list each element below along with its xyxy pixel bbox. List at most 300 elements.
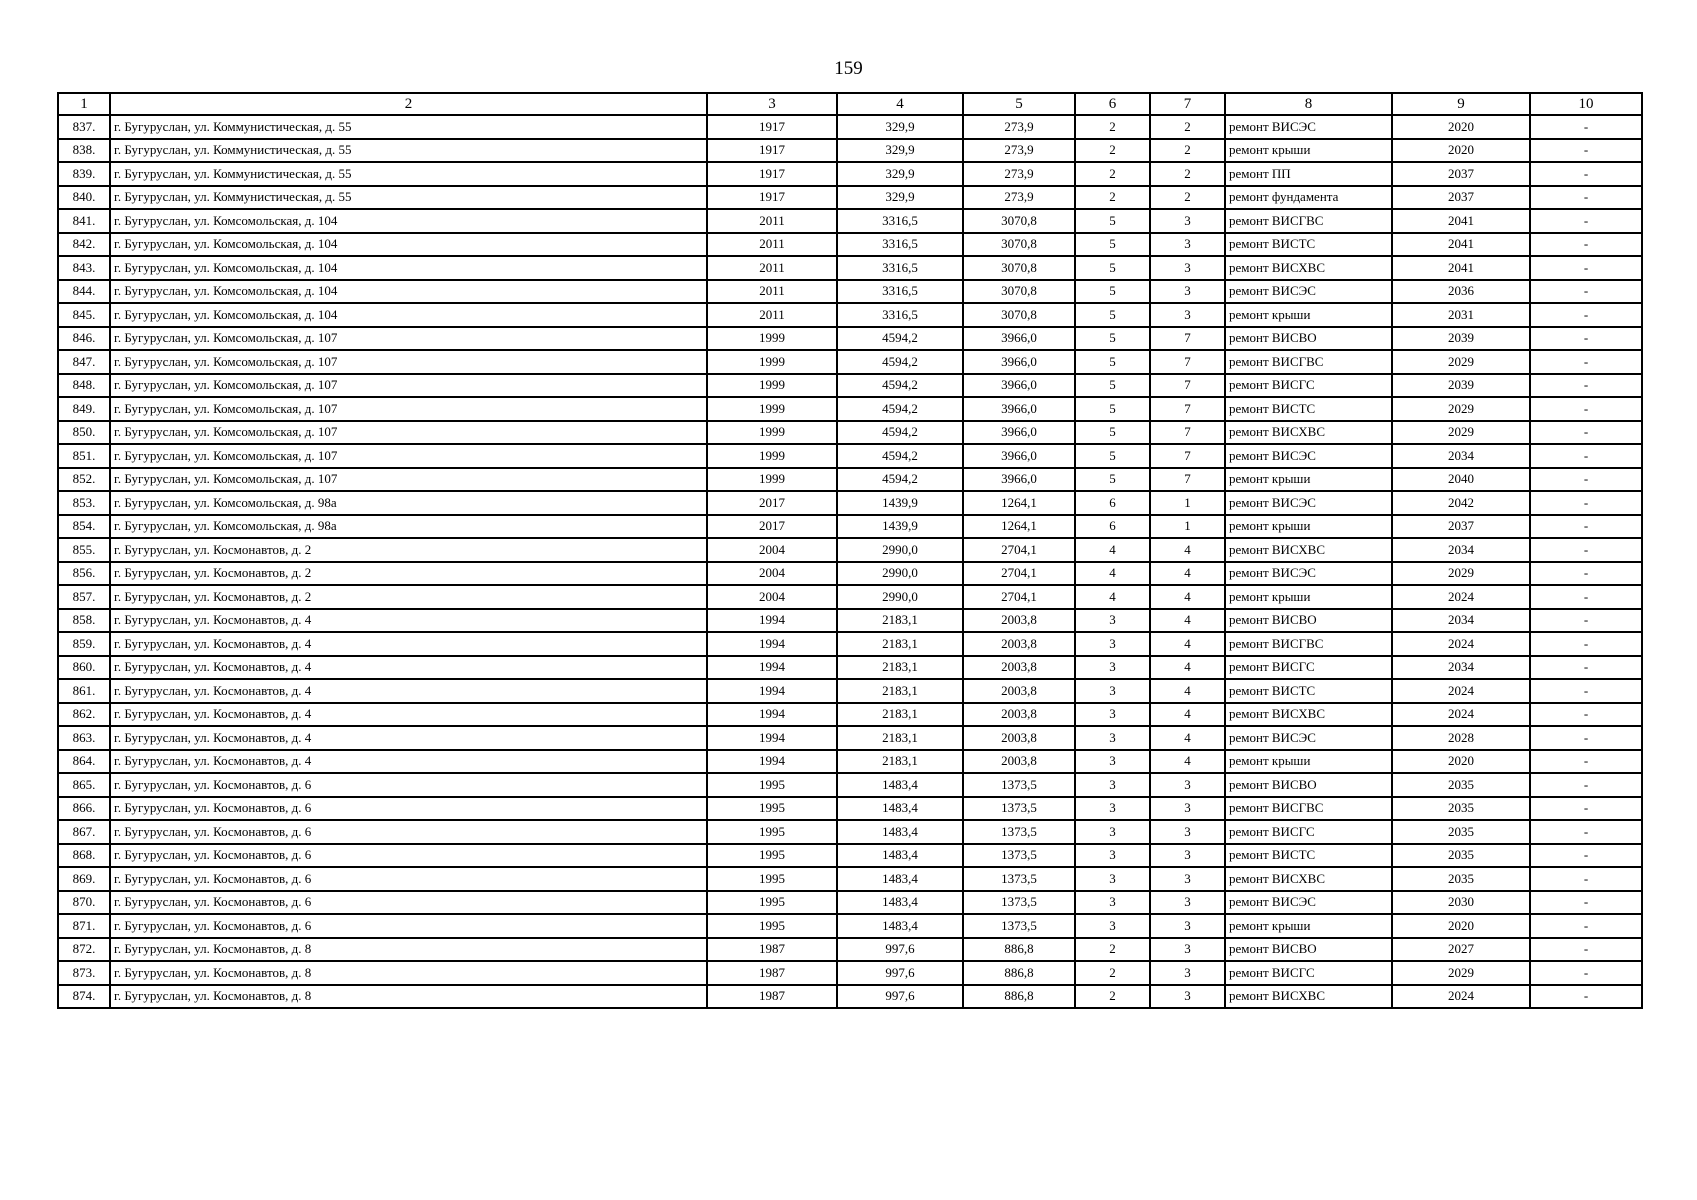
row-number: 849. [58,397,110,421]
row-number: 853. [58,491,110,515]
note-cell: - [1530,961,1642,985]
table-row [58,209,1642,233]
table-row [58,914,1642,938]
year-cell: 2011 [707,256,837,280]
row-number: 862. [58,703,110,727]
living-area-cell: 2003,8 [963,726,1075,750]
work-type-cell: ремонт ВИСВО [1225,938,1392,962]
note-cell: - [1530,421,1642,445]
year-cell: 1994 [707,726,837,750]
address-cell: г. Бугуруслан, ул. Космонавтов, д. 6 [110,797,707,821]
living-area-cell: 1373,5 [963,797,1075,821]
table-row [58,233,1642,257]
row-number: 848. [58,374,110,398]
address-cell: г. Бугуруслан, ул. Космонавтов, д. 2 [110,585,707,609]
year-cell: 1995 [707,914,837,938]
address-cell: г. Бугуруслан, ул. Комсомольская, д. 98а [110,515,707,539]
table-row [58,256,1642,280]
living-area-cell: 1373,5 [963,773,1075,797]
work-type-cell: ремонт ВИСЭС [1225,726,1392,750]
living-area-cell: 2003,8 [963,679,1075,703]
total-area-cell: 2183,1 [837,679,963,703]
work-type-cell: ремонт ВИСЭС [1225,115,1392,139]
table-row [58,797,1642,821]
living-area-cell: 273,9 [963,139,1075,163]
address-cell: г. Бугуруслан, ул. Космонавтов, д. 4 [110,703,707,727]
note-cell: - [1530,468,1642,492]
entrances-cell: 3 [1150,256,1225,280]
row-number: 841. [58,209,110,233]
living-area-cell: 2003,8 [963,632,1075,656]
floors-cell: 5 [1075,374,1150,398]
plan-year-cell: 2034 [1392,444,1530,468]
entrances-cell: 4 [1150,538,1225,562]
plan-year-cell: 2034 [1392,656,1530,680]
column-header: 6 [1075,93,1150,115]
floors-cell: 4 [1075,562,1150,586]
address-cell: г. Бугуруслан, ул. Космонавтов, д. 4 [110,726,707,750]
total-area-cell: 2183,1 [837,609,963,633]
total-area-cell: 1483,4 [837,820,963,844]
year-cell: 2004 [707,585,837,609]
year-cell: 2011 [707,303,837,327]
floors-cell: 3 [1075,773,1150,797]
work-type-cell: ремонт ВИСЭС [1225,491,1392,515]
row-number: 866. [58,797,110,821]
row-number: 843. [58,256,110,280]
table-row [58,726,1642,750]
entrances-cell: 2 [1150,115,1225,139]
total-area-cell: 4594,2 [837,350,963,374]
floors-cell: 6 [1075,515,1150,539]
row-number: 859. [58,632,110,656]
total-area-cell: 1483,4 [837,914,963,938]
plan-year-cell: 2037 [1392,186,1530,210]
row-number: 863. [58,726,110,750]
total-area-cell: 997,6 [837,961,963,985]
living-area-cell: 886,8 [963,938,1075,962]
entrances-cell: 4 [1150,703,1225,727]
entrances-cell: 4 [1150,562,1225,586]
entrances-cell: 4 [1150,726,1225,750]
plan-year-cell: 2034 [1392,609,1530,633]
table-row [58,397,1642,421]
plan-year-cell: 2030 [1392,891,1530,915]
note-cell: - [1530,444,1642,468]
entrances-cell: 3 [1150,797,1225,821]
row-number: 838. [58,139,110,163]
note-cell: - [1530,115,1642,139]
row-number: 842. [58,233,110,257]
year-cell: 1987 [707,938,837,962]
work-type-cell: ремонт крыши [1225,303,1392,327]
address-cell: г. Бугуруслан, ул. Комсомольская, д. 107 [110,374,707,398]
address-cell: г. Бугуруслан, ул. Комсомольская, д. 107 [110,397,707,421]
note-cell: - [1530,914,1642,938]
table-row [58,327,1642,351]
living-area-cell: 886,8 [963,985,1075,1009]
table-row [58,186,1642,210]
table-row [58,985,1642,1009]
plan-year-cell: 2041 [1392,233,1530,257]
total-area-cell: 997,6 [837,938,963,962]
total-area-cell: 2990,0 [837,538,963,562]
living-area-cell: 1373,5 [963,867,1075,891]
column-header: 9 [1392,93,1530,115]
year-cell: 1917 [707,139,837,163]
total-area-cell: 4594,2 [837,421,963,445]
row-number: 844. [58,280,110,304]
note-cell: - [1530,327,1642,351]
note-cell: - [1530,491,1642,515]
note-cell: - [1530,562,1642,586]
row-number: 845. [58,303,110,327]
floors-cell: 2 [1075,139,1150,163]
entrances-cell: 2 [1150,186,1225,210]
table-row [58,350,1642,374]
year-cell: 1987 [707,961,837,985]
plan-year-cell: 2027 [1392,938,1530,962]
plan-year-cell: 2037 [1392,515,1530,539]
table-row [58,844,1642,868]
row-number: 869. [58,867,110,891]
year-cell: 1994 [707,632,837,656]
entrances-cell: 4 [1150,609,1225,633]
entrances-cell: 1 [1150,515,1225,539]
living-area-cell: 3070,8 [963,256,1075,280]
table-row [58,139,1642,163]
living-area-cell: 2704,1 [963,585,1075,609]
entrances-cell: 3 [1150,773,1225,797]
address-cell: г. Бугуруслан, ул. Космонавтов, д. 6 [110,914,707,938]
work-type-cell: ремонт ВИСТС [1225,679,1392,703]
entrances-cell: 7 [1150,468,1225,492]
plan-year-cell: 2020 [1392,139,1530,163]
table-row [58,468,1642,492]
work-type-cell: ремонт ВИСХВС [1225,538,1392,562]
year-cell: 1994 [707,609,837,633]
table-row [58,374,1642,398]
work-type-cell: ремонт ВИСХВС [1225,867,1392,891]
note-cell: - [1530,609,1642,633]
total-area-cell: 1439,9 [837,491,963,515]
floors-cell: 2 [1075,938,1150,962]
floors-cell: 3 [1075,797,1150,821]
year-cell: 1999 [707,421,837,445]
floors-cell: 3 [1075,867,1150,891]
plan-year-cell: 2029 [1392,350,1530,374]
column-header: 5 [963,93,1075,115]
work-type-cell: ремонт ВИСЭС [1225,444,1392,468]
total-area-cell: 4594,2 [837,468,963,492]
year-cell: 1999 [707,374,837,398]
total-area-cell: 1483,4 [837,844,963,868]
work-type-cell: ремонт ВИСВО [1225,327,1392,351]
page-number: 159 [834,58,863,79]
table-row [58,938,1642,962]
note-cell: - [1530,938,1642,962]
work-type-cell: ремонт ВИСЭС [1225,891,1392,915]
entrances-cell: 7 [1150,397,1225,421]
living-area-cell: 2003,8 [963,703,1075,727]
entrances-cell: 4 [1150,632,1225,656]
note-cell: - [1530,350,1642,374]
living-area-cell: 2704,1 [963,562,1075,586]
living-area-cell: 3070,8 [963,209,1075,233]
total-area-cell: 2183,1 [837,750,963,774]
table-row [58,421,1642,445]
floors-cell: 2 [1075,115,1150,139]
table-row [58,444,1642,468]
total-area-cell: 4594,2 [837,374,963,398]
floors-cell: 2 [1075,186,1150,210]
plan-year-cell: 2029 [1392,562,1530,586]
floors-cell: 5 [1075,421,1150,445]
note-cell: - [1530,703,1642,727]
work-type-cell: ремонт ВИСТС [1225,233,1392,257]
column-header: 10 [1530,93,1642,115]
row-number: 868. [58,844,110,868]
total-area-cell: 329,9 [837,162,963,186]
work-type-cell: ремонт ВИСХВС [1225,985,1392,1009]
plan-year-cell: 2042 [1392,491,1530,515]
address-cell: г. Бугуруслан, ул. Космонавтов, д. 4 [110,750,707,774]
table-row [58,585,1642,609]
plan-year-cell: 2024 [1392,632,1530,656]
row-number: 872. [58,938,110,962]
row-number: 851. [58,444,110,468]
work-type-cell: ремонт ВИСТС [1225,844,1392,868]
total-area-cell: 2183,1 [837,632,963,656]
year-cell: 1999 [707,350,837,374]
address-cell: г. Бугуруслан, ул. Комсомольская, д. 104 [110,209,707,233]
entrances-cell: 7 [1150,444,1225,468]
table-row [58,750,1642,774]
address-cell: г. Бугуруслан, ул. Коммунистическая, д. 55 [110,162,707,186]
living-area-cell: 1373,5 [963,844,1075,868]
note-cell: - [1530,726,1642,750]
plan-year-cell: 2041 [1392,256,1530,280]
address-cell: г. Бугуруслан, ул. Космонавтов, д. 2 [110,538,707,562]
work-type-cell: ремонт крыши [1225,468,1392,492]
row-number: 867. [58,820,110,844]
row-number: 873. [58,961,110,985]
address-cell: г. Бугуруслан, ул. Коммунистическая, д. 55 [110,139,707,163]
address-cell: г. Бугуруслан, ул. Коммунистическая, д. 55 [110,115,707,139]
note-cell: - [1530,797,1642,821]
living-area-cell: 273,9 [963,115,1075,139]
row-number: 852. [58,468,110,492]
table-row [58,162,1642,186]
row-number: 855. [58,538,110,562]
note-cell: - [1530,256,1642,280]
entrances-cell: 7 [1150,374,1225,398]
year-cell: 1995 [707,867,837,891]
note-cell: - [1530,162,1642,186]
header-row [58,93,1642,115]
row-number: 858. [58,609,110,633]
address-cell: г. Бугуруслан, ул. Комсомольская, д. 98а [110,491,707,515]
entrances-cell: 3 [1150,303,1225,327]
total-area-cell: 2183,1 [837,656,963,680]
total-area-cell: 3316,5 [837,303,963,327]
floors-cell: 3 [1075,679,1150,703]
work-type-cell: ремонт ВИСЭС [1225,562,1392,586]
table-row [58,679,1642,703]
floors-cell: 5 [1075,350,1150,374]
year-cell: 1995 [707,797,837,821]
total-area-cell: 2183,1 [837,726,963,750]
floors-cell: 3 [1075,609,1150,633]
plan-year-cell: 2035 [1392,867,1530,891]
table-row [58,703,1642,727]
work-type-cell: ремонт крыши [1225,914,1392,938]
entrances-cell: 3 [1150,280,1225,304]
plan-year-cell: 2039 [1392,327,1530,351]
plan-year-cell: 2039 [1392,374,1530,398]
total-area-cell: 1439,9 [837,515,963,539]
floors-cell: 3 [1075,820,1150,844]
work-type-cell: ремонт крыши [1225,750,1392,774]
living-area-cell: 3966,0 [963,421,1075,445]
living-area-cell: 2003,8 [963,656,1075,680]
total-area-cell: 4594,2 [837,444,963,468]
work-type-cell: ремонт ВИСГВС [1225,632,1392,656]
address-cell: г. Бугуруслан, ул. Космонавтов, д. 8 [110,961,707,985]
living-area-cell: 3966,0 [963,374,1075,398]
work-type-cell: ремонт ВИСВО [1225,773,1392,797]
plan-year-cell: 2029 [1392,397,1530,421]
floors-cell: 5 [1075,444,1150,468]
living-area-cell: 1264,1 [963,515,1075,539]
living-area-cell: 3966,0 [963,350,1075,374]
living-area-cell: 273,9 [963,162,1075,186]
address-cell: г. Бугуруслан, ул. Космонавтов, д. 6 [110,867,707,891]
plan-year-cell: 2028 [1392,726,1530,750]
work-type-cell: ремонт ПП [1225,162,1392,186]
year-cell: 1995 [707,891,837,915]
row-number: 870. [58,891,110,915]
note-cell: - [1530,679,1642,703]
note-cell: - [1530,280,1642,304]
plan-year-cell: 2036 [1392,280,1530,304]
year-cell: 1995 [707,844,837,868]
entrances-cell: 1 [1150,491,1225,515]
living-area-cell: 1373,5 [963,891,1075,915]
entrances-cell: 3 [1150,961,1225,985]
work-type-cell: ремонт ВИСВО [1225,609,1392,633]
plan-year-cell: 2029 [1392,961,1530,985]
year-cell: 2017 [707,515,837,539]
living-area-cell: 886,8 [963,961,1075,985]
work-type-cell: ремонт ВИСГВС [1225,350,1392,374]
floors-cell: 3 [1075,914,1150,938]
table-row [58,609,1642,633]
living-area-cell: 3966,0 [963,468,1075,492]
floors-cell: 3 [1075,726,1150,750]
year-cell: 2017 [707,491,837,515]
entrances-cell: 7 [1150,421,1225,445]
living-area-cell: 3966,0 [963,327,1075,351]
year-cell: 1999 [707,444,837,468]
note-cell: - [1530,585,1642,609]
row-number: 854. [58,515,110,539]
note-cell: - [1530,397,1642,421]
floors-cell: 3 [1075,750,1150,774]
floors-cell: 5 [1075,233,1150,257]
column-header: 2 [110,93,707,115]
address-cell: г. Бугуруслан, ул. Комсомольская, д. 104 [110,303,707,327]
work-type-cell: ремонт ВИСХВС [1225,256,1392,280]
note-cell: - [1530,844,1642,868]
total-area-cell: 1483,4 [837,773,963,797]
plan-year-cell: 2031 [1392,303,1530,327]
note-cell: - [1530,891,1642,915]
address-cell: г. Бугуруслан, ул. Космонавтов, д. 4 [110,609,707,633]
living-area-cell: 3966,0 [963,444,1075,468]
floors-cell: 5 [1075,468,1150,492]
plan-year-cell: 2020 [1392,750,1530,774]
work-type-cell: ремонт ВИСГВС [1225,209,1392,233]
note-cell: - [1530,303,1642,327]
table-row [58,773,1642,797]
total-area-cell: 329,9 [837,139,963,163]
row-number: 856. [58,562,110,586]
work-type-cell: ремонт крыши [1225,139,1392,163]
table-row [58,562,1642,586]
entrances-cell: 3 [1150,891,1225,915]
living-area-cell: 1373,5 [963,914,1075,938]
row-number: 857. [58,585,110,609]
address-cell: г. Бугуруслан, ул. Комсомольская, д. 104 [110,233,707,257]
work-type-cell: ремонт ВИСХВС [1225,703,1392,727]
year-cell: 1994 [707,656,837,680]
entrances-cell: 2 [1150,139,1225,163]
address-cell: г. Бугуруслан, ул. Комсомольская, д. 107 [110,444,707,468]
year-cell: 1917 [707,162,837,186]
note-cell: - [1530,985,1642,1009]
entrances-cell: 3 [1150,233,1225,257]
year-cell: 2004 [707,562,837,586]
entrances-cell: 2 [1150,162,1225,186]
address-cell: г. Бугуруслан, ул. Космонавтов, д. 4 [110,632,707,656]
note-cell: - [1530,515,1642,539]
plan-year-cell: 2034 [1392,538,1530,562]
total-area-cell: 1483,4 [837,891,963,915]
total-area-cell: 3316,5 [837,209,963,233]
floors-cell: 5 [1075,397,1150,421]
table-row [58,491,1642,515]
row-number: 865. [58,773,110,797]
living-area-cell: 3966,0 [963,397,1075,421]
entrances-cell: 3 [1150,209,1225,233]
table-row [58,538,1642,562]
note-cell: - [1530,139,1642,163]
year-cell: 1987 [707,985,837,1009]
table-row [58,303,1642,327]
work-type-cell: ремонт ВИСГС [1225,961,1392,985]
address-cell: г. Бугуруслан, ул. Космонавтов, д. 6 [110,820,707,844]
work-type-cell: ремонт ВИСТС [1225,397,1392,421]
column-header: 3 [707,93,837,115]
row-number: 861. [58,679,110,703]
row-number: 850. [58,421,110,445]
entrances-cell: 4 [1150,656,1225,680]
plan-year-cell: 2024 [1392,679,1530,703]
total-area-cell: 1483,4 [837,797,963,821]
entrances-cell: 3 [1150,985,1225,1009]
floors-cell: 5 [1075,327,1150,351]
